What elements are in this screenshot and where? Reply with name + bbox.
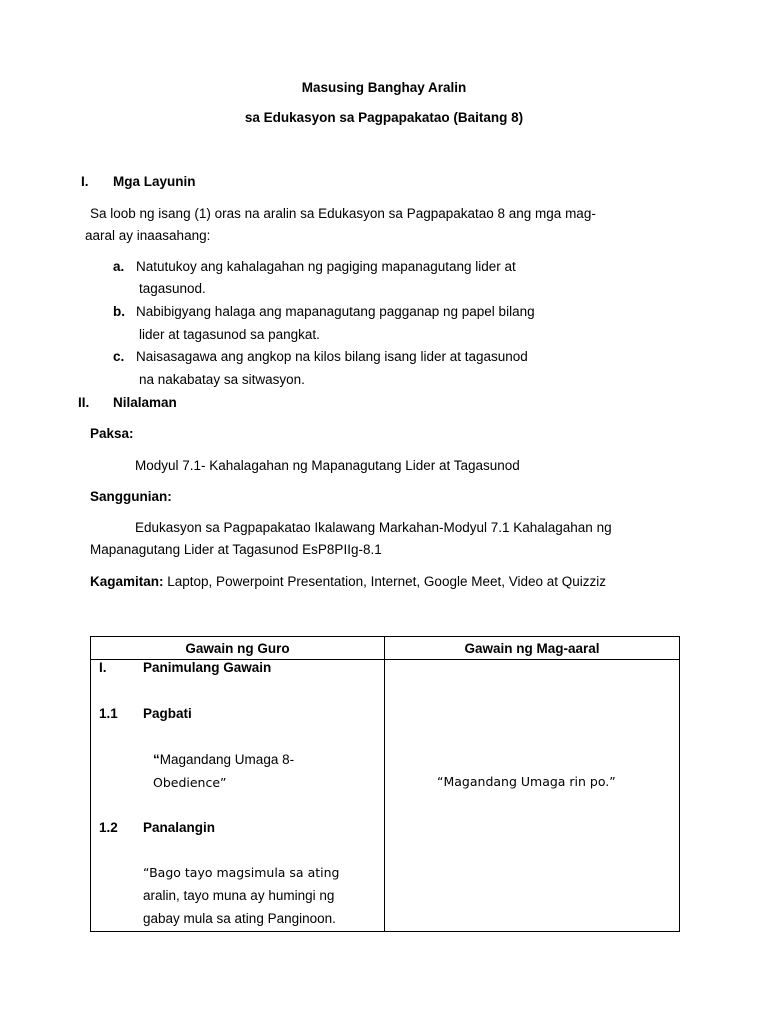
section-2-heading: Nilalaman: [113, 395, 177, 410]
document-subtitle: sa Edukasyon sa Pagpapakatao (Baitang 8): [244, 110, 524, 125]
document-title: Masusing Banghay Aralin: [301, 80, 467, 95]
objective-a-letter: a.: [113, 259, 125, 274]
teacher-column-header: Gawain ng Guro: [91, 637, 385, 660]
teacher-section-number: I.: [99, 660, 107, 675]
greeting-text: Magandang Umaga 8-: [159, 752, 295, 767]
pagbati-title: Pagbati: [143, 706, 192, 721]
kagamitan-line: [90, 574, 606, 589]
section-1-heading: Mga Layunin: [113, 174, 196, 189]
sanggunian-label: Sanggunian:: [90, 489, 172, 504]
paksa-label: Paksa:: [90, 426, 134, 441]
student-column-header: Gawain ng Mag-aaral: [385, 637, 680, 660]
section-1-number: I.: [81, 174, 89, 189]
objective-a-line1: Natutukoy ang kahalagahan ng pagiging mapanagutang lider at: [136, 259, 516, 274]
objective-c-line1: Naisasagawa ang angkop na kilos bilang isang lider at tagasunod: [136, 349, 528, 364]
teacher-activities-cell: [91, 660, 385, 932]
objective-b-letter: b.: [113, 304, 125, 319]
kagamitan-value: Laptop, Powerpoint Presentation, Internet, Google Meet, Video at Quizziz: [163, 574, 607, 589]
table-header-row: [91, 637, 680, 660]
pagbati-number: 1.1: [99, 706, 118, 721]
sanggunian-line1: Edukasyon sa Pagpapakatao Ikalawang Markahan-Modyul 7.1 Kahalagahan ng: [135, 520, 612, 535]
panalangin-title: Panalangin: [143, 820, 216, 835]
section-2-number: II.: [78, 395, 90, 410]
student-activities-cell: [385, 660, 680, 932]
sanggunian-line2: Mapanagutang Lider at Tagasunod EsP8PIIg-8.1: [90, 542, 382, 557]
objective-c-letter: c.: [113, 349, 125, 364]
prayer-line2: aralin, tayo muna ay humingi ng: [143, 888, 335, 903]
greeting-line1: [153, 752, 294, 767]
prayer-line3: gabay mula sa ating Panginoon.: [143, 911, 336, 926]
objective-c-line2: na nakabatay sa sitwasyon.: [139, 372, 305, 387]
objective-a-line2: tagasunod.: [139, 281, 206, 296]
objectives-intro-line2: aaral ay inaasahang:: [85, 228, 211, 243]
objectives-intro-line1: Sa loob ng isang (1) oras na aralin sa Edukasyon sa Pagpapakatao 8 ang mga mag-: [90, 206, 596, 221]
greeting-open-quote: “: [153, 752, 160, 767]
student-greeting-reply: “Magandang Umaga rin po.”: [437, 774, 616, 789]
paksa-value: Modyul 7.1- Kahalagahan ng Mapanagutang Lider at Tagasunod: [135, 458, 520, 473]
prayer-line1: “Bago tayo magsimula sa ating: [143, 865, 340, 880]
teacher-section-title: Panimulang Gawain: [143, 660, 272, 675]
greeting-line2: Obedience”: [153, 775, 227, 790]
panalangin-number: 1.2: [99, 820, 118, 835]
kagamitan-label: Kagamitan:: [90, 574, 164, 589]
activities-table: [90, 636, 680, 932]
objective-b-line1: Nabibigyang halaga ang mapanagutang pagganap ng papel bilang: [136, 304, 535, 319]
table-row: [91, 660, 680, 932]
objective-b-line2: lider at tagasunod sa pangkat.: [139, 327, 320, 342]
